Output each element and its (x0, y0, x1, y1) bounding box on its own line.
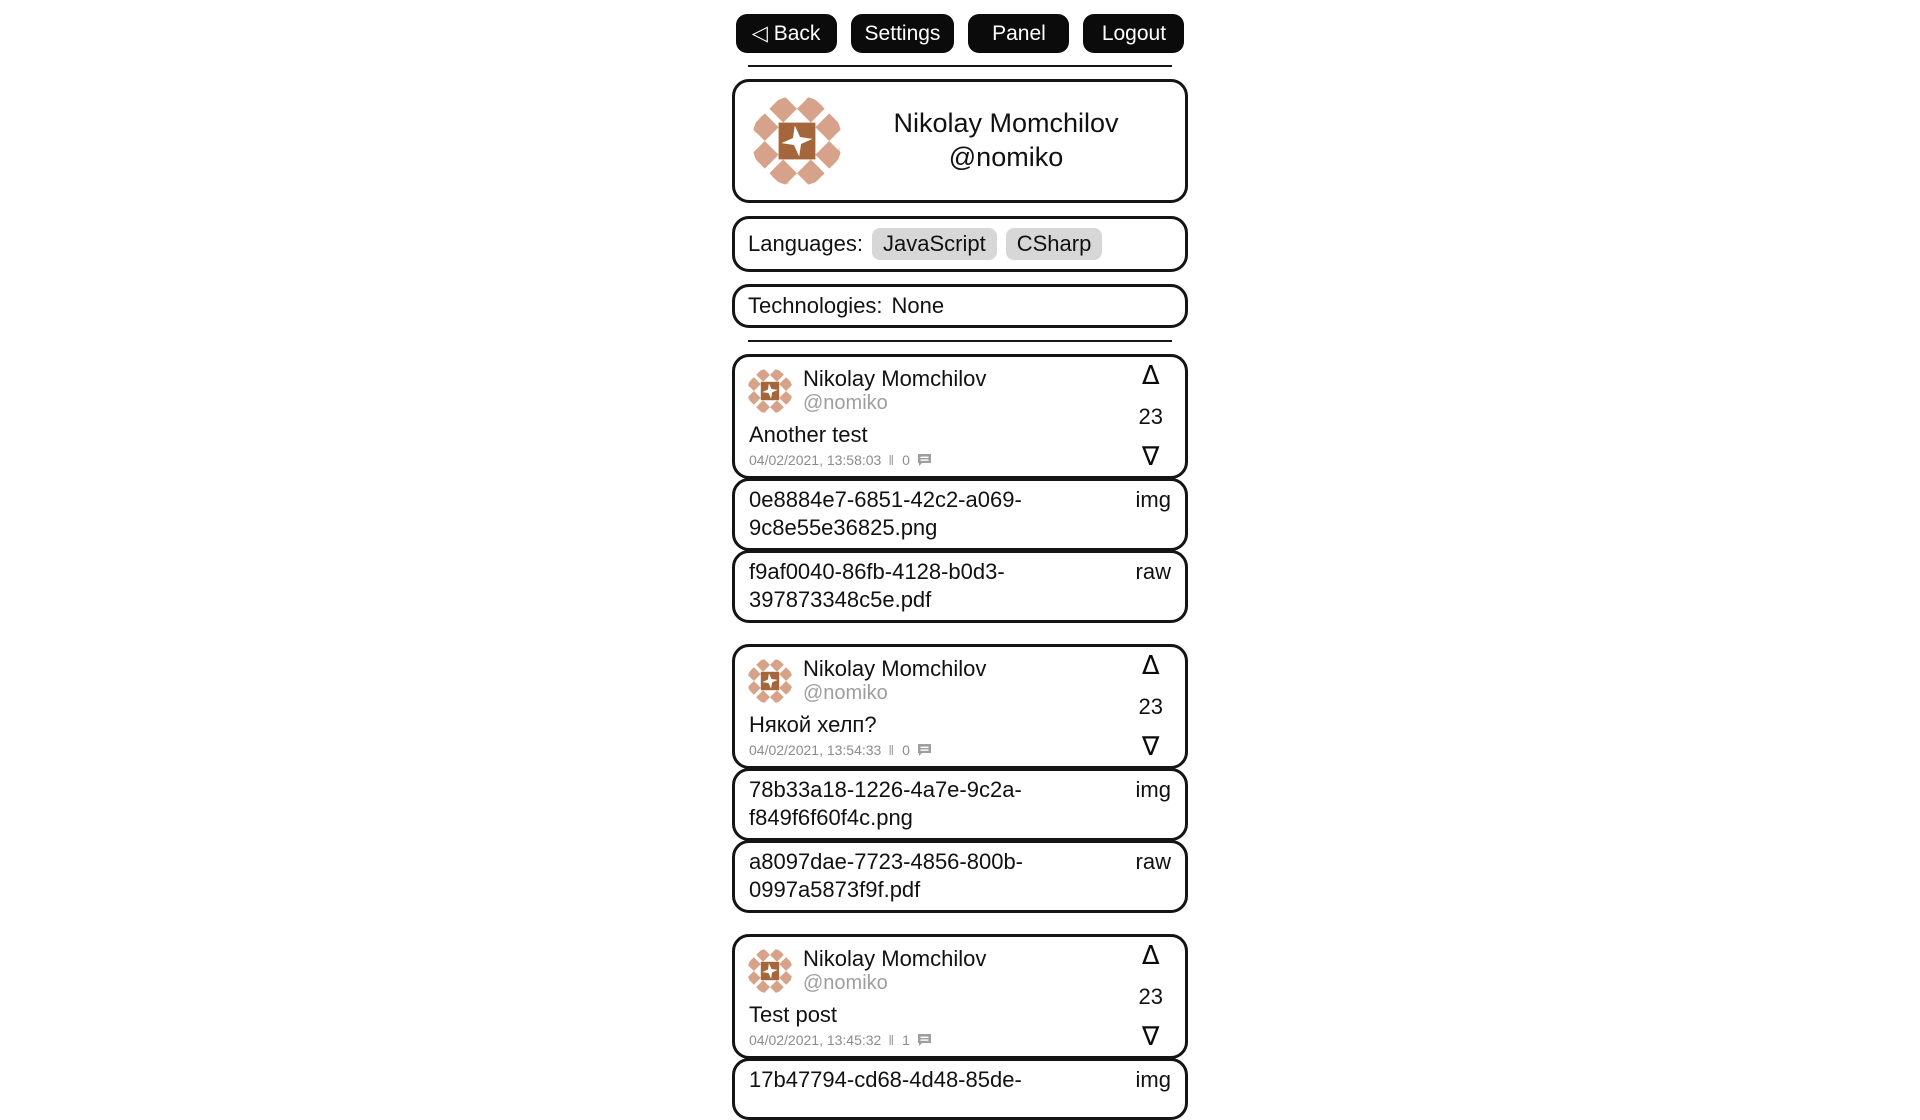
attachment-filename: f9af0040-86fb-4128-b0d3-397873348c5e.pdf (749, 559, 1005, 612)
profile-handle: @nomiko (948, 142, 1064, 172)
downvote-button[interactable]: ∇ (1142, 1022, 1160, 1052)
attachment-row[interactable] (732, 478, 1188, 551)
post-title: Another test (749, 422, 868, 447)
post-timestamp: 04/02/2021, 13:54:33 (749, 742, 882, 758)
upvote-button[interactable]: Δ (1141, 361, 1160, 391)
attachment-filename: 0e8884e7-6851-42c2-a069-9c8e55e36825.png (749, 487, 1022, 540)
profile-card (732, 79, 1188, 203)
post-card[interactable] (732, 644, 1188, 769)
profile-name: Nikolay Momchilov (893, 108, 1119, 139)
post-group (732, 354, 1188, 623)
post-timestamp: 04/02/2021, 13:58:03 (749, 452, 882, 468)
toolbar (732, 14, 1188, 53)
vote-count: 23 (1138, 403, 1163, 429)
divider-top (748, 65, 1172, 67)
post-author-block (803, 366, 986, 415)
technologies-value: None (891, 293, 945, 318)
comment-icon (917, 1033, 932, 1047)
upvote-button[interactable]: Δ (1141, 941, 1160, 971)
post-author-name: Nikolay Momchilov (803, 366, 987, 391)
technologies-card (732, 284, 1188, 328)
attachment-type: img (1135, 1067, 1171, 1092)
post-author-name: Nikolay Momchilov (803, 946, 987, 971)
meta-separator: ‖ (888, 452, 896, 468)
post-card[interactable] (732, 934, 1188, 1059)
post-meta (747, 452, 1173, 468)
panel-button[interactable]: Panel (968, 14, 1069, 53)
attachment-row[interactable] (732, 768, 1188, 841)
post-meta (747, 742, 1173, 758)
languages-card (732, 216, 1188, 272)
post-author-block (803, 946, 986, 995)
attachment-type: raw (1135, 559, 1171, 584)
post-header (747, 656, 1173, 705)
post-author-block (803, 656, 986, 705)
post-comment-count: 0 (902, 742, 910, 758)
divider-posts (748, 340, 1172, 342)
settings-button[interactable]: Settings (851, 14, 955, 53)
meta-separator: ‖ (888, 742, 896, 758)
upvote-button[interactable]: Δ (1141, 651, 1160, 681)
post-group (732, 644, 1188, 913)
post-author-handle: @nomiko (803, 972, 888, 994)
post-title: Test post (749, 1002, 838, 1027)
post-author-name: Nikolay Momchilov (803, 656, 987, 681)
main-column (732, 14, 1188, 1120)
back-button[interactable]: ◁ Back (736, 14, 837, 53)
language-chip-javascript: JavaScript (872, 228, 997, 260)
post-author-handle: @nomiko (803, 392, 888, 414)
profile-names (843, 107, 1169, 175)
attachment-type: raw (1135, 849, 1171, 874)
vote-column (1139, 363, 1163, 470)
downvote-button[interactable]: ∇ (1142, 732, 1160, 762)
comment-icon (917, 453, 932, 467)
post-avatar (747, 368, 793, 414)
attachment-row[interactable] (732, 1058, 1188, 1120)
post-group (732, 934, 1188, 1120)
attachment-type: img (1135, 487, 1171, 512)
attachment-filename: 17b47794-cd68-4d48-85de- (749, 1067, 1022, 1092)
post-comment-count: 1 (902, 1032, 910, 1048)
vote-column (1139, 653, 1163, 760)
attachment-filename: 78b33a18-1226-4a7e-9c2a-f849f6f60f4c.png (749, 777, 1022, 830)
post-avatar (747, 658, 793, 704)
downvote-button[interactable]: ∇ (1142, 442, 1160, 472)
meta-separator: ‖ (888, 1032, 896, 1048)
attachment-filename: a8097dae-7723-4856-800b-0997a5873f9f.pdf (749, 849, 1024, 902)
post-timestamp: 04/02/2021, 13:45:32 (749, 1032, 882, 1048)
post-meta (747, 1032, 1173, 1048)
language-chip-csharp: CSharp (1006, 228, 1103, 260)
comment-icon (917, 743, 932, 757)
vote-count: 23 (1138, 983, 1163, 1009)
attachment-row[interactable] (732, 840, 1188, 913)
technologies-label: Technologies: (748, 293, 883, 318)
attachment-type: img (1135, 777, 1171, 802)
post-card[interactable] (732, 354, 1188, 479)
post-comment-count: 0 (902, 452, 910, 468)
post-header (747, 366, 1173, 415)
languages-label: Languages: (748, 231, 863, 256)
post-title: Някой хелп? (749, 712, 877, 737)
post-avatar (747, 948, 793, 994)
profile-avatar (751, 95, 843, 187)
post-header (747, 946, 1173, 995)
logout-button[interactable]: Logout (1083, 14, 1184, 53)
attachment-row[interactable] (732, 550, 1188, 623)
post-author-handle: @nomiko (803, 682, 888, 704)
vote-column (1139, 943, 1163, 1050)
vote-count: 23 (1138, 693, 1163, 719)
